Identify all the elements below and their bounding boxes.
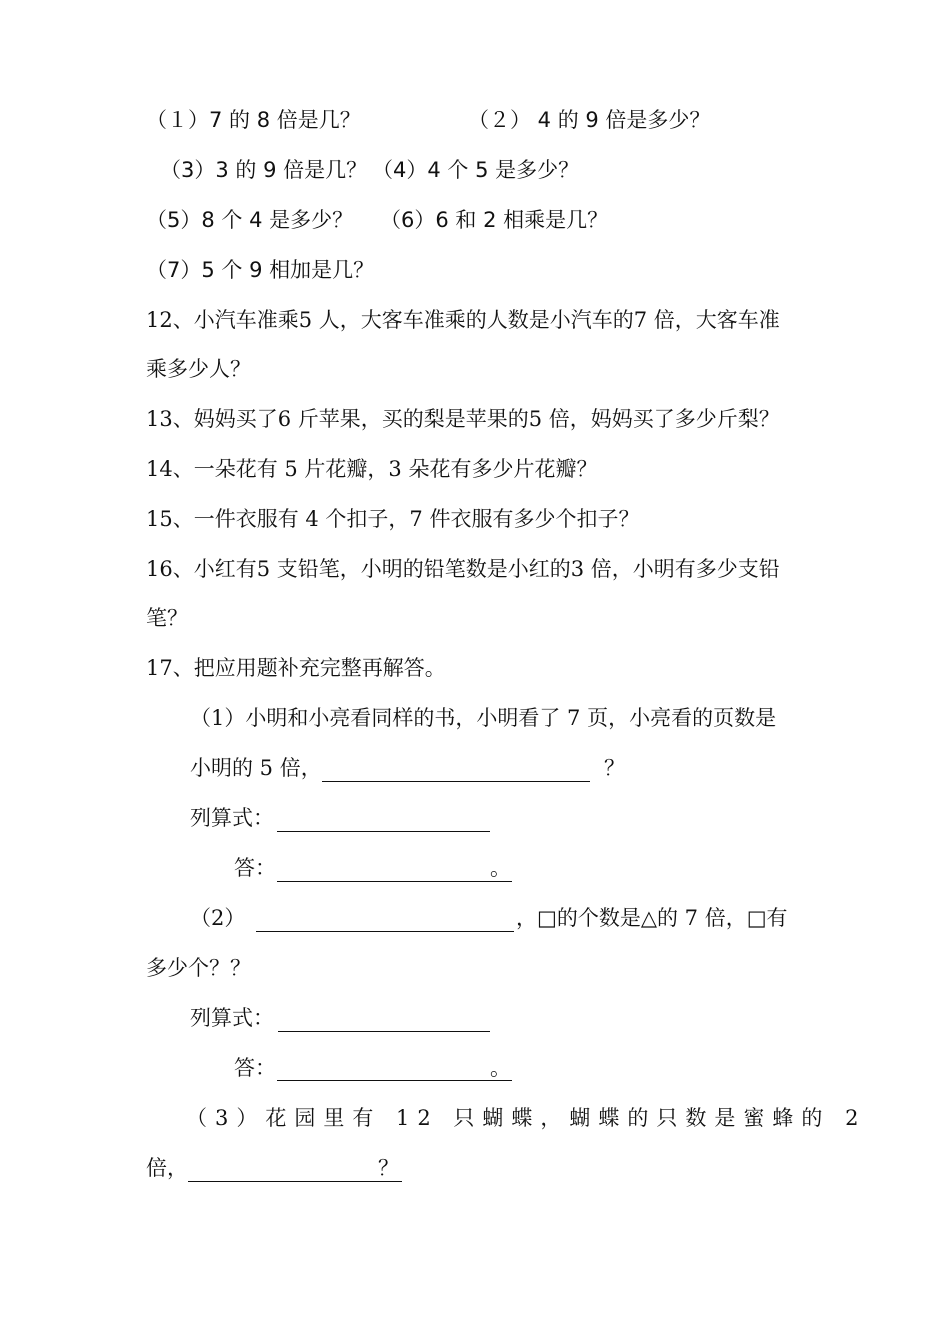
q17-1-answer-label: 答： [234,856,276,880]
q17-1-answer-end: 。 [490,856,511,880]
q17-1-blank-question[interactable] [322,781,590,782]
q17-1-formula-blank[interactable] [277,831,490,832]
q17-2-line-2: 多少个？？ [146,956,251,980]
q17-2-answer-label: 答： [234,1056,276,1080]
q17-2-middle: ，□的个数是△的 7 倍，□有 [516,906,788,930]
q16-line-2: 笔？ [146,606,188,630]
q11-item-5: （5）8 个 4 是多少？ [146,208,354,232]
q17-1-line-1: （1）小明和小亮看同样的书，小明看了 7 页，小亮看的页数是 [190,706,777,730]
q17-1-answer-blank[interactable] [277,881,512,882]
q11-item-2: （２） 4 的 9 倍是多少？ [468,108,711,132]
q17-2-formula-blank[interactable] [278,1031,490,1032]
q14-line-1: 14、一朵花有 5 片花瓣，3 朵花有多少片花瓣？ [146,457,598,481]
q12-line-2: 乘多少人？ [146,357,251,381]
q17-1-line-2-prefix: 小明的 5 倍， [190,756,322,780]
q11-item-7: （7）5 个 9 相加是几？ [146,258,375,282]
q17-3-blank-question[interactable] [188,1181,402,1182]
q17-2-answer-blank[interactable] [277,1080,512,1081]
q17-2-formula-label: 列算式： [190,1006,274,1030]
q17-3-line-2-suffix: ？ [378,1156,399,1180]
q11-item-3: （3）3 的 9 倍是几？ [160,158,368,182]
q17-title: 17、把应用题补充完整再解答。 [146,656,446,680]
q17-3-line-1: （3）花园里有 12 只蝴蝶，蝴蝶的只数是蜜蜂的 2 [186,1106,867,1130]
q17-2-prefix: （2） [190,906,246,930]
q17-2-blank-condition[interactable] [256,931,514,932]
q17-1-line-2-suffix: ？ [604,756,625,780]
q17-2-answer-end: 。 [490,1056,511,1080]
q11-item-6: （6）6 和 2 相乘是几？ [380,208,609,232]
q15-line-1: 15、一件衣服有 4 个扣子，7 件衣服有多少个扣子？ [146,507,640,531]
q17-3-line-2-prefix: 倍， [146,1156,188,1180]
q17-1-formula-label: 列算式： [190,806,274,830]
q12-line-1: 12、小汽车准乘5 人，大客车准乘的人数是小汽车的7 倍，大客车准 [146,308,780,332]
q11-item-1: （１）7 的 8 倍是几？ [146,108,361,132]
q13-line-1: 13、妈妈买了6 斤苹果，买的梨是苹果的5 倍，妈妈买了多少斤梨？ [146,407,780,431]
q11-item-4: （4）4 个 5 是多少？ [372,158,580,182]
q16-line-1: 16、小红有5 支铅笔，小明的铅笔数是小红的3 倍，小明有多少支铅 [146,557,780,581]
